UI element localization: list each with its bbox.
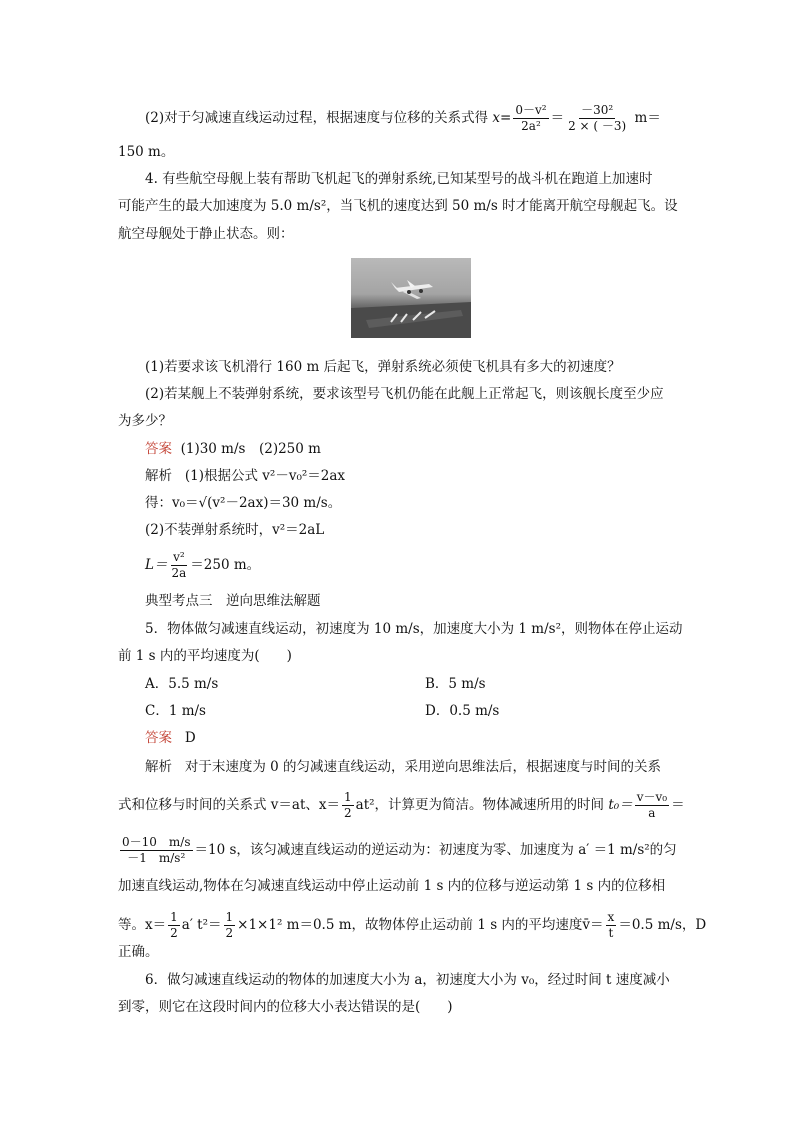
p1-fraction-2: $\frac{\text{－30²}}{2 \times ( -3)}$: [568, 103, 627, 133]
q4-fraction: $\frac{\text{v²}}{2a}$: [171, 550, 187, 580]
q5-option-d: D．0.5 m/s: [425, 703, 500, 719]
section-heading: 典型考点三 逆向思维法解题: [145, 593, 321, 609]
q5-explanation-3: $\frac{0-10 m/s}{\text{－1 m/s²}}$ ＝10 s，该匀减速直线运动的逆运动为：初速度为零、加速度为 a′ ＝1 m/s²的匀: [122, 835, 677, 865]
explanation-label: 解析: [145, 468, 172, 484]
q5-option-c: C．1 m/s: [145, 703, 206, 719]
q4-sub-question-2: (2)若某舰上不装弹射系统，要求该型号飞机仍能在此舰上正常起飞，则该舰长度至少应: [145, 386, 664, 402]
q4-explanation-2: 得：v₀＝√(v²－2ax)＝30 m/s。: [145, 495, 342, 511]
q4-answer: [145, 439, 321, 459]
q5-option-a: A．5.5 m/s: [145, 676, 219, 692]
p1-prefix: (2)对于匀减速直线运动过程，根据速度与位移的关系式得: [145, 110, 489, 126]
q5-answer: [145, 728, 196, 748]
q5-explanation-1: 解析 对于末速度为 0 的匀减速直线运动，采用逆向思维法后，根据速度与时间的关系: [145, 759, 662, 775]
aircraft-carrier-photo: [351, 258, 471, 338]
q5-option-b: B．5 m/s: [425, 676, 486, 692]
q5-explanation-6: 正确。: [118, 944, 159, 960]
explanation-label: 解析: [145, 759, 172, 775]
p1-line: (2)对于匀减速直线运动过程，根据速度与位移的关系式得 x= $\frac{\text{0－v²}}{\text{2a²}}$ ＝ $\frac{\text{－30²}}{2 \times ( -3)}$ m＝: [145, 103, 661, 133]
answer-label: 答案: [145, 730, 172, 746]
q5-line-1: 5．物体做匀减速直线运动，初速度为 10 m/s，加速度大小为 1 m/s²，则物体在停止运动: [145, 621, 683, 637]
q4-explanation-3: (2)不装弹射系统时，v²＝2aL: [145, 522, 325, 538]
q4-line-1: 4. 有些航空母舰上装有帮助飞机起飞的弹射系统,已知某型号的战斗机在跑道上加速时: [145, 171, 653, 187]
q4-explanation-1: 解析 (1)根据公式 v²－v₀²＝2ax: [145, 468, 346, 484]
q5-line-2: 前 1 s 内的平均速度为( ): [118, 648, 292, 664]
p1-fraction-1: $\frac{\text{0－v²}}{\text{2a²}}$: [515, 103, 547, 133]
q4-sub-question-2-cont: 为多少？: [118, 413, 172, 429]
q4-line-2: 可能产生的最大加速度为 5.0 m/s²，当飞机的速度达到 50 m/s 时才能离开航空母舰起飞。设: [118, 198, 678, 214]
q6-line-2: 到零，则它在这段时间内的位移大小表达错误的是( ): [118, 999, 453, 1015]
q4-sub-question-1: (1)若要求该飞机滑行 160 m 后起飞，弹射系统必须使飞机具有多大的初速度？: [145, 359, 621, 375]
p1-lhs: x=: [492, 110, 512, 126]
p1-tail: 150 m。: [118, 144, 175, 160]
answer-text: (1)30 m/s (2)250 m: [180, 441, 321, 457]
q6-line-1: 6．做匀减速直线运动的物体的加速度大小为 a，初速度大小为 v₀，经过时间 t 速度减小: [145, 972, 670, 988]
q4-line-3: 航空母舰处于静止状态。则：: [118, 226, 294, 242]
answer-label: 答案: [145, 441, 172, 457]
q5-explanation-2: 式和位移与时间的关系式 v＝at、x＝ $\frac{1}{2}$ at²，计算更为简洁。物体减速所用的时间 t₀＝ $\frac{\text{v－v₀}}{a}$ ＝: [118, 790, 685, 820]
p1-unit: m＝: [634, 110, 661, 126]
q5-explanation-4: 加速直线运动,物体在匀减速直线运动中停止运动前 1 s 内的位移与逆运动第 1 s 内的位移相: [118, 878, 666, 894]
q5-explanation-5: 等。x＝ $\frac{1}{2}$ a′ t²＝ $\frac{1}{2}$ ×1×1² m＝0.5 m，故物体停止运动前 1 s 内的平均速度v̄＝ $\frac{x}{t}$ ＝0.5 m/s，D: [118, 910, 707, 940]
answer-text: D: [184, 730, 196, 746]
q4-explanation-4: L＝ $\frac{\text{v²}}{2a}$ ＝250 m。: [145, 550, 261, 580]
